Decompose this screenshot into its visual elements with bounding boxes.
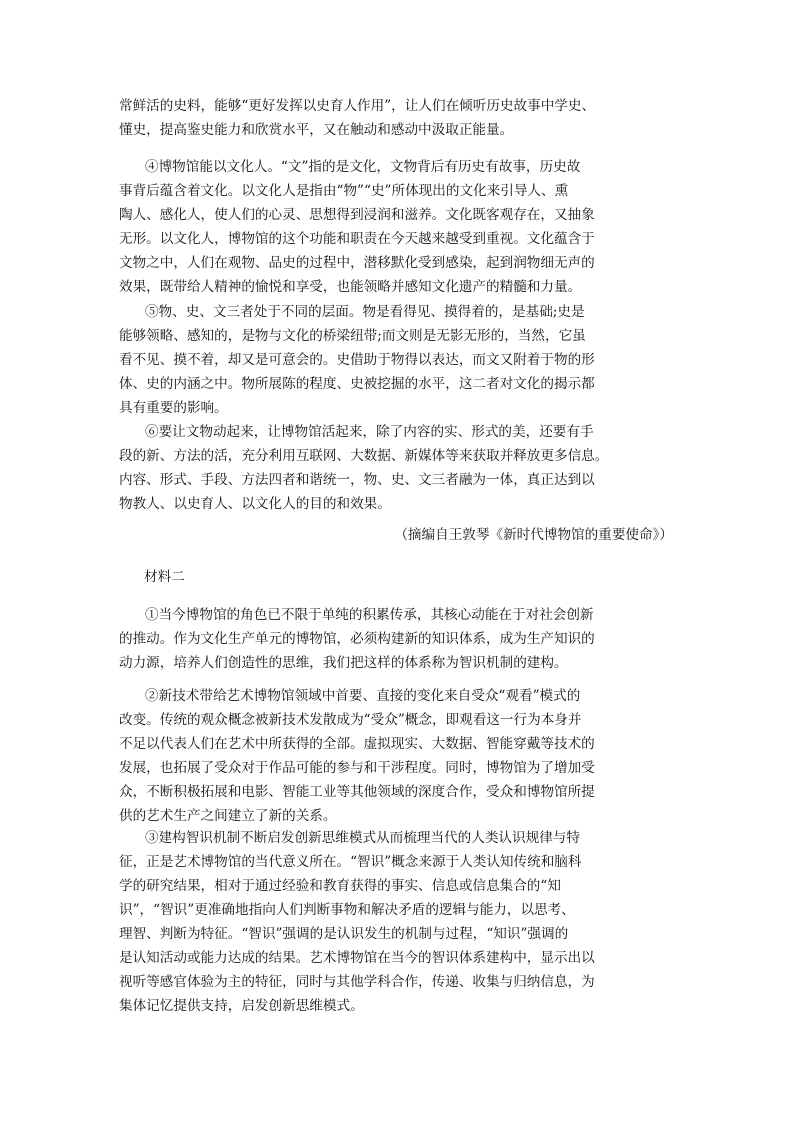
text-line: 学的研究结果，相对于通过经验和教育获得的事实、信息或信息集合的“知 bbox=[119, 878, 561, 894]
text-line: ⑥要让文物动起来，让博物馆活起来，除了内容的实、形式的美，还要有手 bbox=[145, 424, 594, 440]
text-line: 征，正是艺术博物馆的当代意义所在。“智识”概念来源于人类认知传统和脑科 bbox=[119, 854, 582, 870]
text-line: ①当今博物馆的角色已不限于单纯的积累传承，其核心动能在于对社会创新 bbox=[145, 607, 594, 623]
text-line: 能够领略、感知的，是物与文化的桥梁纽带;而文则是无影无形的，当然，它虽 bbox=[119, 328, 586, 344]
text-line: 是认知活动或能力达成的结果。艺术博物馆在当今的智识体系建构中，显示出以 bbox=[119, 950, 595, 966]
text-line: 段的新、方法的活，充分利用互联网、大数据、新媒体等来获取并释放更多信息。 bbox=[119, 448, 609, 464]
paragraph-m2-2 bbox=[119, 684, 675, 828]
text-line: 陶人、感化人，使人们的心灵、思想得到浸润和滋养。文化既客观存在，又抽象 bbox=[119, 207, 595, 223]
paragraph-6 bbox=[119, 420, 675, 516]
text-line: 众，不断积极拓展和电影、智能工业等其他领域的深度合作，受众和博物馆所提 bbox=[119, 784, 595, 800]
text-line: 物教人、以史育人、以文化人的目的和效果。 bbox=[119, 496, 391, 512]
text-line: 文物之中，人们在观物、品史的过程中，潜移默化受到感染，起到润物细无声的 bbox=[119, 255, 595, 271]
text-line: 懂史，提高鉴史能力和欣赏水平，又在触动和感动中汲取正能量。 bbox=[119, 122, 514, 138]
text-line: 的推动。作为文化生产单元的博物馆，必须构建新的知识体系，成为生产知识的 bbox=[119, 631, 595, 647]
text-line: 看不见、摸不着，却又是可意会的。史借助于物得以表达，而文又附着于物的形 bbox=[119, 352, 595, 368]
text-line: 理智、判断为特征。“智识”强调的是认识发生的机制与过程，“知识”强调的 bbox=[119, 926, 569, 942]
text-line: 视听等感官体验为主的特征，同时与其他学科合作，传递、收集与归纳信息，为 bbox=[119, 974, 595, 990]
text-line: 具有重要的影响。 bbox=[119, 400, 228, 416]
paragraph-m2-3 bbox=[119, 826, 675, 1018]
text-line: ⑤物、史、文三者处于不同的层面。物是看得见、摸得着的，是基础;史是 bbox=[145, 304, 585, 320]
paragraph-5 bbox=[119, 300, 675, 420]
text-line: 改变。传统的观众概念被新技术发散成为“受众”概念，即观看这一行为本身并 bbox=[119, 712, 582, 728]
text-line: 集体记忆提供支持，启发创新思维模式。 bbox=[119, 998, 364, 1014]
text-line: 动力源，培养人们创造性的思维，我们把这样的体系称为智识机制的建构。 bbox=[119, 655, 568, 671]
text-line: 无形。以文化人，博物馆的这个功能和职责在今天越来越受到重视。文化蕴含于 bbox=[119, 231, 595, 247]
paragraph-continuation bbox=[119, 94, 675, 142]
section-heading: 材料二 bbox=[144, 569, 185, 585]
text-line: 内容、形式、手段、方法四者和谐统一，物、史、文三者融为一体，真正达到以 bbox=[119, 472, 595, 488]
paragraph-m2-1 bbox=[119, 603, 675, 675]
text-line: ③建构智识机制不断启发创新思维模式从而梳理当代的人类认识规律与特 bbox=[145, 830, 580, 846]
text-line: 常鲜活的史料，能够“更好发挥以史育人作用”，让人们在倾听历史故事中学史、 bbox=[119, 98, 596, 114]
text-line: 供的艺术生产之间建立了新的关系。 bbox=[119, 808, 337, 824]
text-line: ②新技术带给艺术博物馆领域中首要、直接的变化来自受众“观看”模式的 bbox=[145, 688, 581, 704]
text-line: 发展，也拓展了受众对于作品可能的参与和干涉程度。同时，博物馆为了增加受 bbox=[119, 760, 595, 776]
text-line: 体、史的内涵之中。物所展陈的程度、史被挖掘的水平，这二者对文化的揭示都 bbox=[119, 376, 595, 392]
text-line: 事背后蕴含着文化。以文化人是指由“物”“史”所体现出的文化来引导人、熏 bbox=[119, 183, 569, 199]
source-citation: （摘编自王敦琴《新时代博物馆的重要使命》） bbox=[394, 527, 673, 543]
text-line: ④博物馆能以文化人。“文”指的是文化，文物背后有历史有故事，历史故 bbox=[145, 159, 581, 175]
text-line: 不足以代表人们在艺术中所获得的全部。虚拟现实、大数据、智能穿戴等技术的 bbox=[119, 736, 595, 752]
text-line: 效果，既带给人精神的愉悦和享受，也能领略并感知文化遗产的精髓和力量。 bbox=[119, 279, 582, 295]
paragraph-4 bbox=[119, 155, 675, 299]
text-line: 识”，“智识”更准确地指向人们判断事物和解决矛盾的逻辑与能力，以思考、 bbox=[119, 902, 575, 918]
